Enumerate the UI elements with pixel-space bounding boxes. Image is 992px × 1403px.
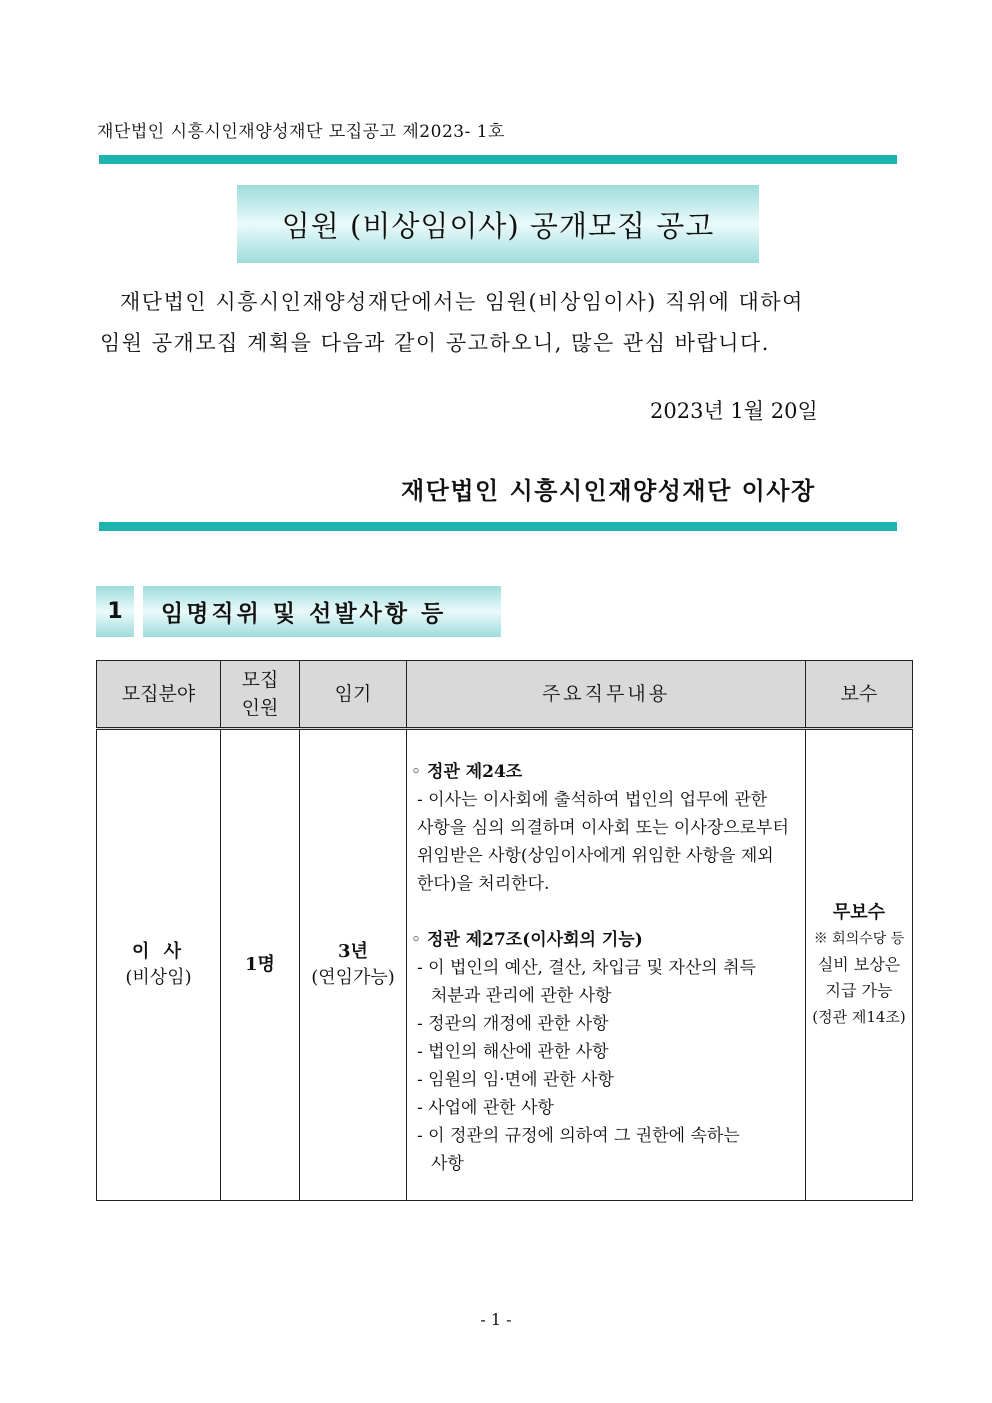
header-duties: 주요직무내용: [407, 661, 806, 729]
top-divider: [99, 155, 897, 164]
intro-line-2: 임원 공개모집 계획을 다음과 같이 공고하오니, 많은 관심 바랍니다.: [100, 331, 770, 355]
bottom-divider: [99, 522, 897, 531]
section-number: 1: [96, 586, 134, 637]
field-main: 이 사: [131, 941, 186, 962]
duties-block1-title: ◦ 정관 제24조: [411, 762, 523, 782]
header-count-line-1: 모집: [241, 669, 279, 691]
duties-line: - 이 정관의 규정에 의하여 그 권한에 속하는: [417, 1126, 740, 1146]
header-count: [221, 661, 300, 729]
duties-line: 처분과 관리에 관한 사항: [431, 986, 612, 1006]
header-term: 임기: [300, 661, 407, 729]
intro-paragraph: [100, 282, 890, 364]
header-pay: 보수: [806, 661, 913, 729]
term-main: 3년: [338, 941, 368, 962]
duties-line: 한다)을 처리한다.: [417, 874, 550, 894]
pay-note-1: ※ 회의수당 등: [813, 931, 905, 947]
duties-line: - 정관의 개정에 관한 사항: [417, 1014, 609, 1034]
signer: 재단법인 시흥시인재양성재단 이사장: [401, 476, 816, 505]
duties-line: 사항을 심의 의결하며 이사회 또는 이사장으로부터: [417, 818, 789, 838]
table-header-row: [97, 661, 913, 729]
field-sub: (비상임): [125, 967, 192, 988]
pay-main: 무보수: [832, 902, 886, 923]
section-title: 임명직위 및 선발사항 등: [143, 586, 501, 637]
intro-line-1: 재단법인 시흥시인재양성재단에서는 임원(비상임이사) 직위에 대하여: [120, 290, 804, 314]
term-sub: (연임가능): [311, 967, 395, 988]
header-count-line-2: 인원: [241, 697, 279, 719]
duties-line: - 이 법인의 예산, 결산, 차입금 및 자산의 취득: [417, 958, 756, 978]
page-number: - 1 -: [480, 1310, 512, 1329]
notice-date: 2023년 1월 20일: [650, 399, 818, 423]
duties-line: 사항: [431, 1154, 464, 1174]
cell-count: [221, 729, 300, 1201]
header-field: 모집분야: [97, 661, 221, 729]
cell-term: [300, 729, 407, 1201]
table-row: [97, 729, 913, 1201]
cell-pay: [806, 729, 913, 1201]
document-title: 임원 (비상임이사) 공개모집 공고: [237, 185, 759, 263]
count-value: 1명: [245, 954, 275, 975]
duties-line: - 이사는 이사회에 출석하여 법인의 업무에 관한: [417, 790, 768, 810]
duties-spacer: [411, 898, 801, 926]
recruitment-table: [96, 660, 913, 1201]
duties-line: - 사업에 관한 사항: [417, 1098, 554, 1118]
cell-field: [97, 729, 221, 1201]
notice-number: 재단법인 시흥시인재양성재단 모집공고 제2023- 1호: [97, 122, 505, 142]
duties-line: - 임원의 임·면에 관한 사항: [417, 1070, 614, 1090]
pay-note-4: (정관 제14조): [812, 1008, 906, 1026]
duties-line: - 법인의 해산에 관한 사항: [417, 1042, 609, 1062]
pay-note-3: 지급 가능: [825, 981, 893, 1000]
cell-duties: [407, 729, 806, 1201]
duties-block2-title: ◦ 정관 제27조(이사회의 기능): [411, 930, 643, 950]
pay-note-2: 실비 보상은: [817, 955, 901, 974]
duties-line: 위임받은 사항(상임이사에게 위임한 사항을 제외: [417, 846, 774, 866]
